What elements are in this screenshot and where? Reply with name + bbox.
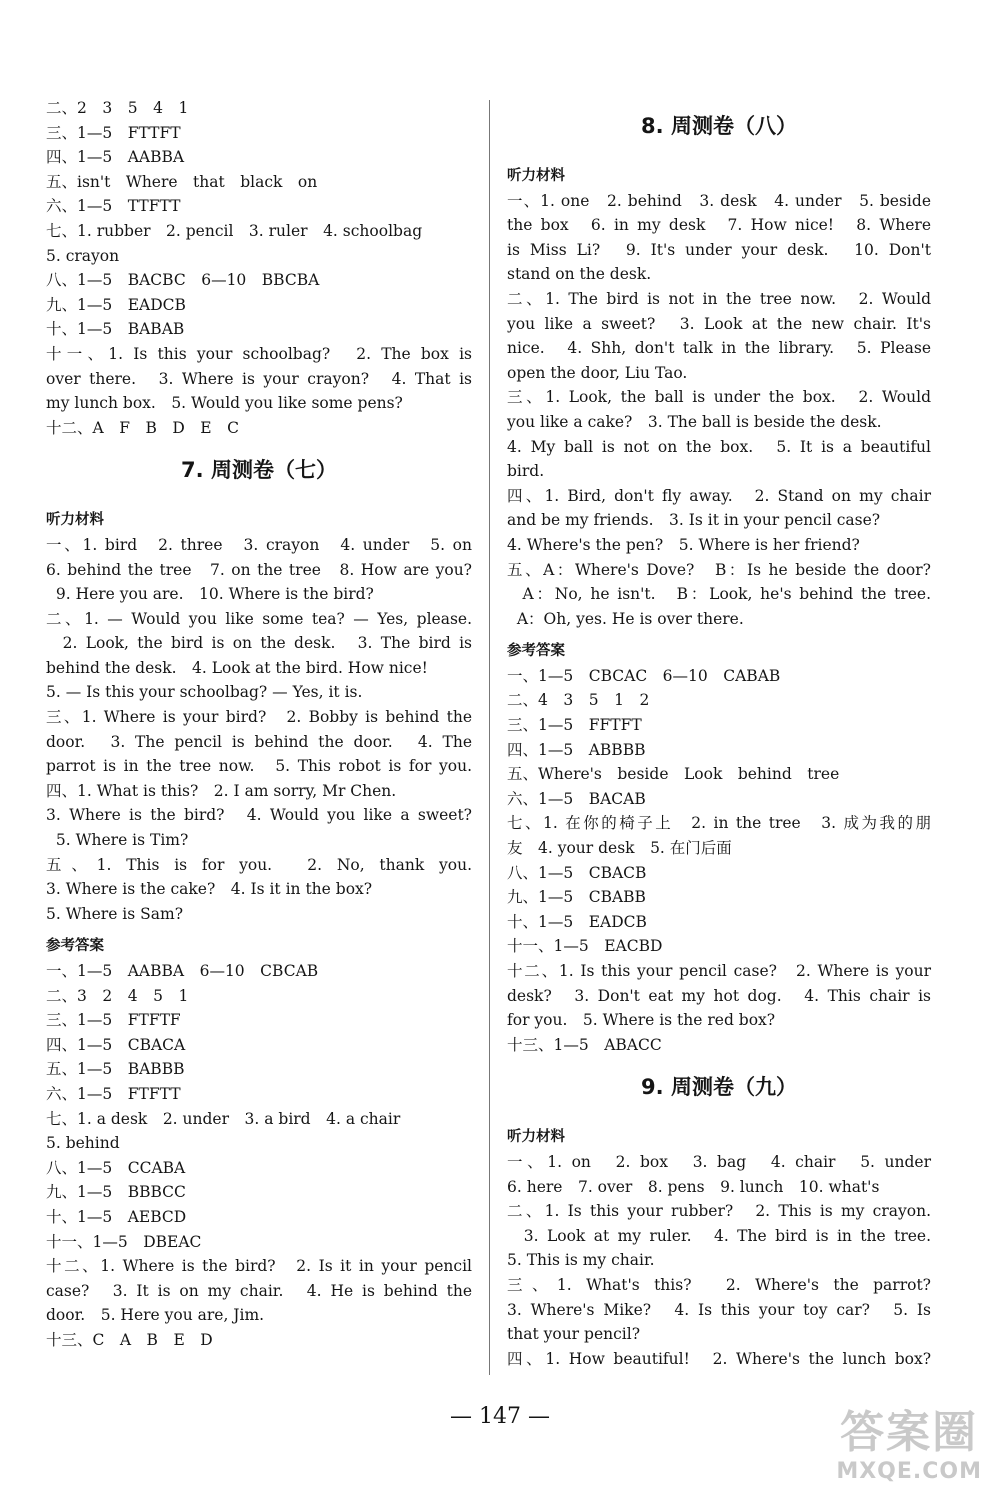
text-line: 九、1—5 EADCB (46, 295, 186, 314)
text-line: 三、1. Where is your bird? 2. Bobby is behind the (46, 708, 472, 727)
text-line: 十一、1. Is this your schoolbag? 2. The box is (46, 344, 472, 363)
text-line: 3. Where is the bird? 4. Would you like a sweet? (46, 806, 472, 825)
text-line: 一、1—5 CBCAC 6—10 CABAB (507, 666, 781, 685)
text-line: door. 5. Here you are, Jim. (46, 1306, 265, 1325)
text-line: 八、1—5 CBACB (507, 863, 647, 882)
text-line: 十三、1—5 ABACC (507, 1035, 662, 1054)
text-line: 二、1. The bird is not in the tree now. 2. Would (507, 289, 931, 308)
text-line: 4. My ball is not on the box. 5. It is a beautiful (507, 437, 931, 456)
text-line: 5. Where is Sam? (46, 904, 184, 923)
text-line: 十一、1—5 DBEAC (46, 1232, 202, 1251)
text-line: 五、isn't Where that black on (46, 172, 318, 191)
text-line: 5. crayon (46, 246, 120, 265)
text-line: 二、1. — Would you like some tea? — Yes, please. (46, 609, 472, 628)
text-line: 六、1—5 TTFTT (46, 197, 181, 216)
text-line: open the door, Liu Tao. (507, 363, 688, 382)
section-heading: 8. 周测卷（八） (641, 114, 797, 138)
watermark-site: MXQE.COM (836, 1459, 982, 1484)
subsection-label: 听力材料 (507, 168, 565, 184)
text-line: 二、2 3 5 4 1 (46, 99, 189, 117)
subsection-label: 参考答案 (46, 938, 104, 955)
text-line: my lunch box. 5. Would you like some pens? (46, 394, 403, 413)
text-line: you like a sweet? 3. Look at the new chair. It's (507, 314, 931, 333)
text-line: nice. 4. Shh, don't talk in the library. 5. Please (507, 339, 931, 358)
text-line: the box 6. in my desk 7. How nice! 8. Where (507, 216, 931, 235)
text-line: 七、1. 在你的椅子上 2. in the tree 3. 成为我的朋 (507, 814, 931, 833)
text-line: 七、1. rubber 2. pencil 3. ruler 4. schoolbag (46, 221, 423, 240)
text-line: 二、4 3 5 1 2 (507, 691, 650, 710)
text-line: 二、3 2 4 5 1 (46, 986, 189, 1005)
text-line: 五、Where's beside Look behind tree (507, 765, 840, 784)
text-line: 十三、C A B E D (46, 1330, 213, 1349)
text-line: 3. Where is the cake? 4. Is it in the box? (46, 880, 373, 899)
text-line: 四、1. Bird, don't fly away. 2. Stand on my chair (507, 486, 931, 505)
text-line: over there. 3. Where is your crayon? 4. That is (46, 369, 472, 388)
text-line: 六、1—5 FTFTT (46, 1084, 181, 1103)
text-line: stand on the desk. (507, 265, 652, 284)
text-line: 十二、1. Is this your pencil case? 2. Where is your (507, 962, 931, 980)
text-line: 四、1—5 AABBA (46, 148, 185, 167)
text-line: 5. Where is Tim? (46, 831, 189, 850)
text-line: 一、1. on 2. box 3. bag 4. chair 5. under (507, 1152, 931, 1171)
text-line: 三、1—5 FFTFT (507, 716, 642, 735)
text-line: 四、1. How beautiful! 2. Where's the lunch box? (507, 1349, 931, 1368)
text-line: 一、1—5 AABBA 6—10 CBCAB (46, 962, 319, 980)
text-line: 十一、1—5 EACBD (507, 937, 663, 956)
text-line: 九、1—5 BBBCC (46, 1183, 186, 1202)
text-line: 五、A：Where's Dove? B：Is he beside the door? (507, 560, 931, 579)
text-line: 3. Look at my ruler. 4. The bird is in the tree. (507, 1226, 931, 1245)
text-line: 5. behind (46, 1134, 120, 1153)
text-line: 七、1. a desk 2. under 3. a bird 4. a chair (46, 1109, 401, 1128)
text-line: 一、1. bird 2. three 3. crayon 4. under 5. on (46, 535, 472, 554)
text-line: 三、1. Look, the ball is under the box. 2. Would (507, 388, 931, 407)
subsection-label: 参考答案 (507, 643, 565, 660)
text-line: 十、1—5 BABAB (46, 320, 185, 339)
text-line: 四、1—5 ABBBB (507, 740, 646, 759)
text-line: 十二、A F B D E C (46, 418, 239, 437)
text-line: 八、1—5 CCABA (46, 1158, 186, 1177)
text-line: 三、1—5 FTFTF (46, 1011, 181, 1030)
text-line: bird. (507, 462, 545, 481)
text-line: 6. here 7. over 8. pens 9. lunch 10. what's (507, 1177, 880, 1196)
text-line: 八、1—5 BACBC 6—10 BBCBA (46, 271, 320, 290)
text-line: behind the desk. 4. Look at the bird. How nice! (46, 658, 428, 677)
text-line: 5. This is my chair. (507, 1251, 655, 1270)
text-line: 四、1—5 CBACA (46, 1035, 186, 1054)
text-line: A：No, he isn't. B：Look, he's behind the tree. (507, 585, 931, 604)
text-line: 2. Look, the bird is on the desk. 3. The bird is (46, 634, 472, 653)
column-divider (489, 100, 490, 1375)
text-line: 六、1—5 BACAB (507, 789, 646, 808)
text-line: A：Oh, yes. He is over there. (507, 609, 744, 628)
text-line: 9. Here you are. 10. Where is the bird? (46, 585, 374, 604)
text-line: you like a cake? 3. The ball is beside the desk. (507, 412, 882, 431)
text-line: 三、1. What's this? 2. Where's the parrot? (507, 1275, 931, 1294)
text-line: desk? 3. Don't eat my hot dog. 4. This chair is (507, 986, 931, 1005)
text-line: 五、1—5 BABBB (46, 1060, 185, 1079)
left-column (46, 96, 472, 1353)
text-line: 3. Where's Mike? 4. Is this your toy car? 5. Is (507, 1300, 931, 1319)
text-line: 6. behind the tree 7. on the tree 8. How are you? (46, 560, 472, 579)
right-column (507, 96, 931, 1371)
text-line: 四、1. What is this? 2. I am sorry, Mr Chen. (46, 781, 397, 800)
subsection-label: 听力材料 (507, 1129, 565, 1146)
section-heading: 7. 周测卷（七） (181, 458, 337, 483)
text-line: 二、1. Is this your rubber? 2. This is my crayon. (507, 1202, 931, 1221)
text-line: 十二、1. Where is the bird? 2. Is it in your pencil (46, 1257, 472, 1276)
text-line: and be my friends. 3. Is it in your pencil case? (507, 511, 881, 530)
subsection-label: 听力材料 (46, 512, 104, 529)
text-line: 友 4. your desk 5. 在门后面 (507, 839, 732, 858)
text-line: 九、1—5 CBABB (507, 888, 646, 907)
text-line: 三、1—5 FTTFT (46, 123, 181, 142)
watermark-logo: 答案圈 (840, 1407, 979, 1458)
text-line: is Miss Li? 9. It's under your desk. 10. Don't (507, 240, 931, 259)
text-line: 十、1—5 EADCB (507, 912, 647, 931)
text-line: door. 3. The pencil is behind the door. 4. The (46, 732, 472, 751)
text-line: case? 3. It is on my chair. 4. He is behind the (46, 1281, 472, 1300)
text-line: for you. 5. Where is the red box? (507, 1011, 776, 1030)
watermark (836, 1407, 982, 1485)
section-heading: 9. 周测卷（九） (641, 1075, 797, 1100)
text-line: 五、1. This is for you. 2. No, thank you. (46, 855, 472, 874)
text-line: 4. Where's the pen? 5. Where is her friend? (507, 535, 860, 554)
text-line: 5. — Is this your schoolbag? — Yes, it is. (46, 683, 363, 702)
text-line: 一、1. one 2. behind 3. desk 4. under 5. beside (507, 191, 931, 210)
text-line: that your pencil? (507, 1325, 640, 1344)
text-line: 十、1—5 AEBCD (46, 1207, 187, 1226)
text-line: parrot is in the tree now. 5. This robot is for you. (46, 757, 472, 776)
page-number: — 147 — (450, 1404, 550, 1429)
